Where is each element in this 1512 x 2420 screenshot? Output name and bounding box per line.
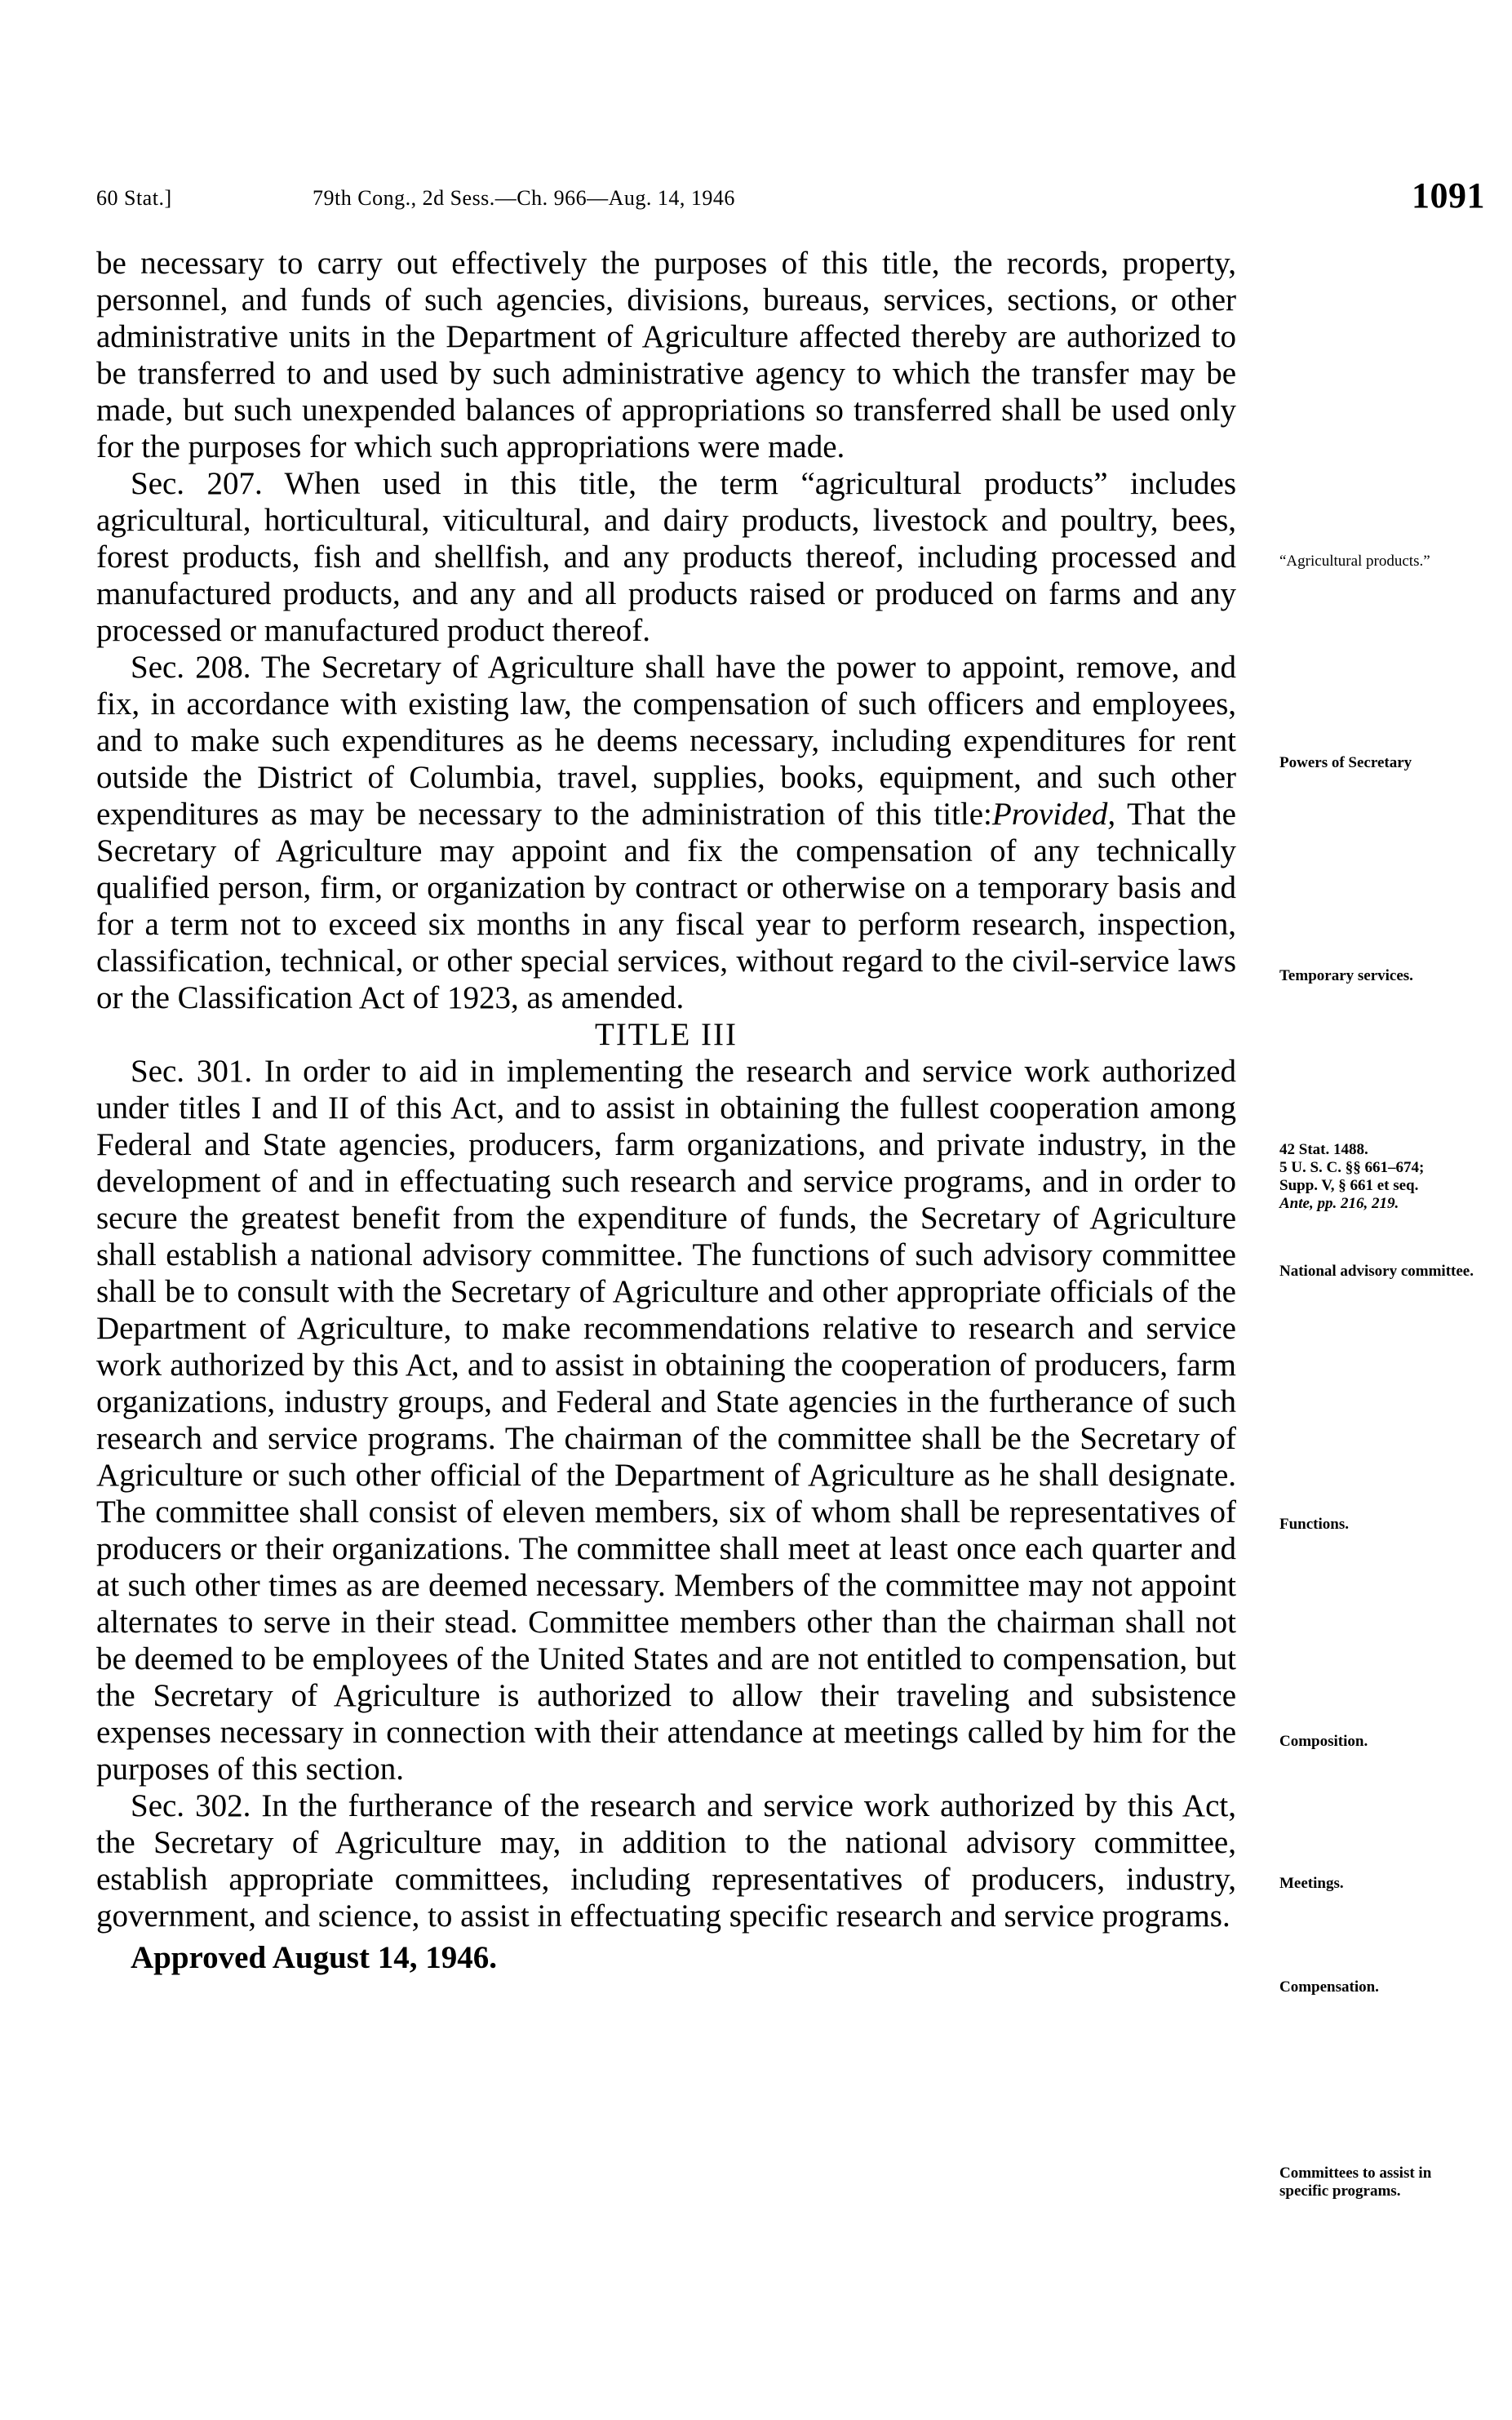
citation-line: Ante, pp. 216, 219. [1279,1195,1399,1212]
section-208 [96,649,1236,1016]
header-session: 79th Cong., 2d Sess.—Ch. 966—Aug. 14, 1946 [313,186,735,210]
margin-note-composition: Composition. [1279,1733,1368,1750]
margin-note-temporary-services: Temporary services. [1279,967,1413,984]
section-208-part-b: That the Secretary of Agriculture may appoint and fix the compensation of any technically qualified person, firm, or organization by contract or otherwise on a temporary basis and for a term not to exceed six months in any fiscal year to perform research, inspection, classification, technical, or other special services, without regard to the civil-service laws or the Classification Act of 1923, as amended. [96,797,1236,1015]
section-208-provided: Provided, [991,797,1116,832]
margin-note-meetings: Meetings. [1279,1875,1344,1892]
header-citation: 60 Stat.] [96,186,172,210]
citation-line: 5 U. S. C. §§ 661–674; [1279,1159,1425,1176]
margin-note-national-advisory-committee: National advisory committee. [1279,1263,1474,1280]
section-301: Sec. 301. In order to aid in implementing the research and service work authorized under titles I and II of this Act, and to assist in obtaining the fullest cooperation among Federal and State agencies, producers, farm organizations, and private industry, in the development of and in effectuating such research and service programs, and in order to secure the greatest benefit from the expenditure of funds, the Secretary of Agriculture shall establish a national advisory committee. The functions of such advisory committee shall be to consult with the Secretary of Agriculture and other appropriate officials of the Department of Agriculture, to make recommendations relative to research and service work authorized by this Act, and to assist in obtaining the cooperation of producers, farm organizations, industry groups, and Federal and State agencies in the furtherance of such research and service programs. The chairman of the committee shall be the Secretary of Agriculture or such other official of the Department of Agriculture as he shall designate. The committee shall consist of eleven members, six of whom shall be representatives of producers or their organizations. The committee shall meet at least once each quarter and at such other times as are deemed necessary. Members of the committee may not appoint alternates to serve in their stead. Committee members other than the chairman shall not be deemed to be employees of the United States and are not entitled to compensation, but the Secretary of Agriculture is authorized to allow their traveling and subsistence expenses necessary in connection with their attendance at meetings called by him for the purposes of this section. [96,1054,1236,1787]
page-number: 1091 [1412,175,1485,215]
margin-note-agricultural-products: “Agricultural products.” [1279,553,1430,570]
margin-note-compensation: Compensation. [1279,1978,1379,1996]
approval-line: Approved August 14, 1946. [131,1940,497,1975]
section-207: Sec. 207. When used in this title, the term “agricultural products” includes agricultural, horticultural, viticultural, and dairy products, livestock and poultry, bees, forest products, fish and shellfish, and any products thereof, including processed and manufactured products, and any and all products raised or produced on farms and any processed or manufactured product thereof. [96,466,1236,648]
margin-note-committees-specific: Committees to assist in specific programs. [1279,2165,1432,2200]
section-302: Sec. 302. In the furtherance of the research and service work authorized by this Act, the Secretary of Agriculture may, in addition to the national advisory committee, establish appropriate committees, including representatives of producers, industry, government, and science, to assist in effectuating specific research and service programs. [96,1788,1236,1934]
margin-note-powers-of-secretary: Powers of Secretary [1279,754,1412,771]
section-208-part-a: Sec. 208. The Secretary of Agriculture shall have the power to appoint, remove, and fix, in accordance with existing law, the compensation of such officers and employees, and to make such expenditures as he deems necessary, including expenditures for rent outside the District of Columbia, travel, supplies, books, equipment, and such other expenditures as may be necessary to the administration of this title: [96,650,1236,832]
margin-note-functions: Functions. [1279,1516,1349,1533]
margin-note-citations [1279,1141,1483,1213]
citation-line: Supp. V, § 661 et seq. [1279,1177,1419,1194]
body-text [96,245,1236,1976]
title-heading: TITLE III [595,1017,738,1052]
citation-line: 42 Stat. 1488. [1279,1141,1368,1158]
paragraph-continuation: be necessary to carry out effectively the purposes of this title, the records, property, personnel, and funds of such agencies, divisions, bureaus, services, sections, or other administrative units in the Department of Agriculture affected thereby are authorized to be transferred to and used by such administrative agency to which the transfer may be made, but such unexpended balances of appropriations so transferred shall be used only for the purposes for which such appropriations were made. [96,246,1236,464]
